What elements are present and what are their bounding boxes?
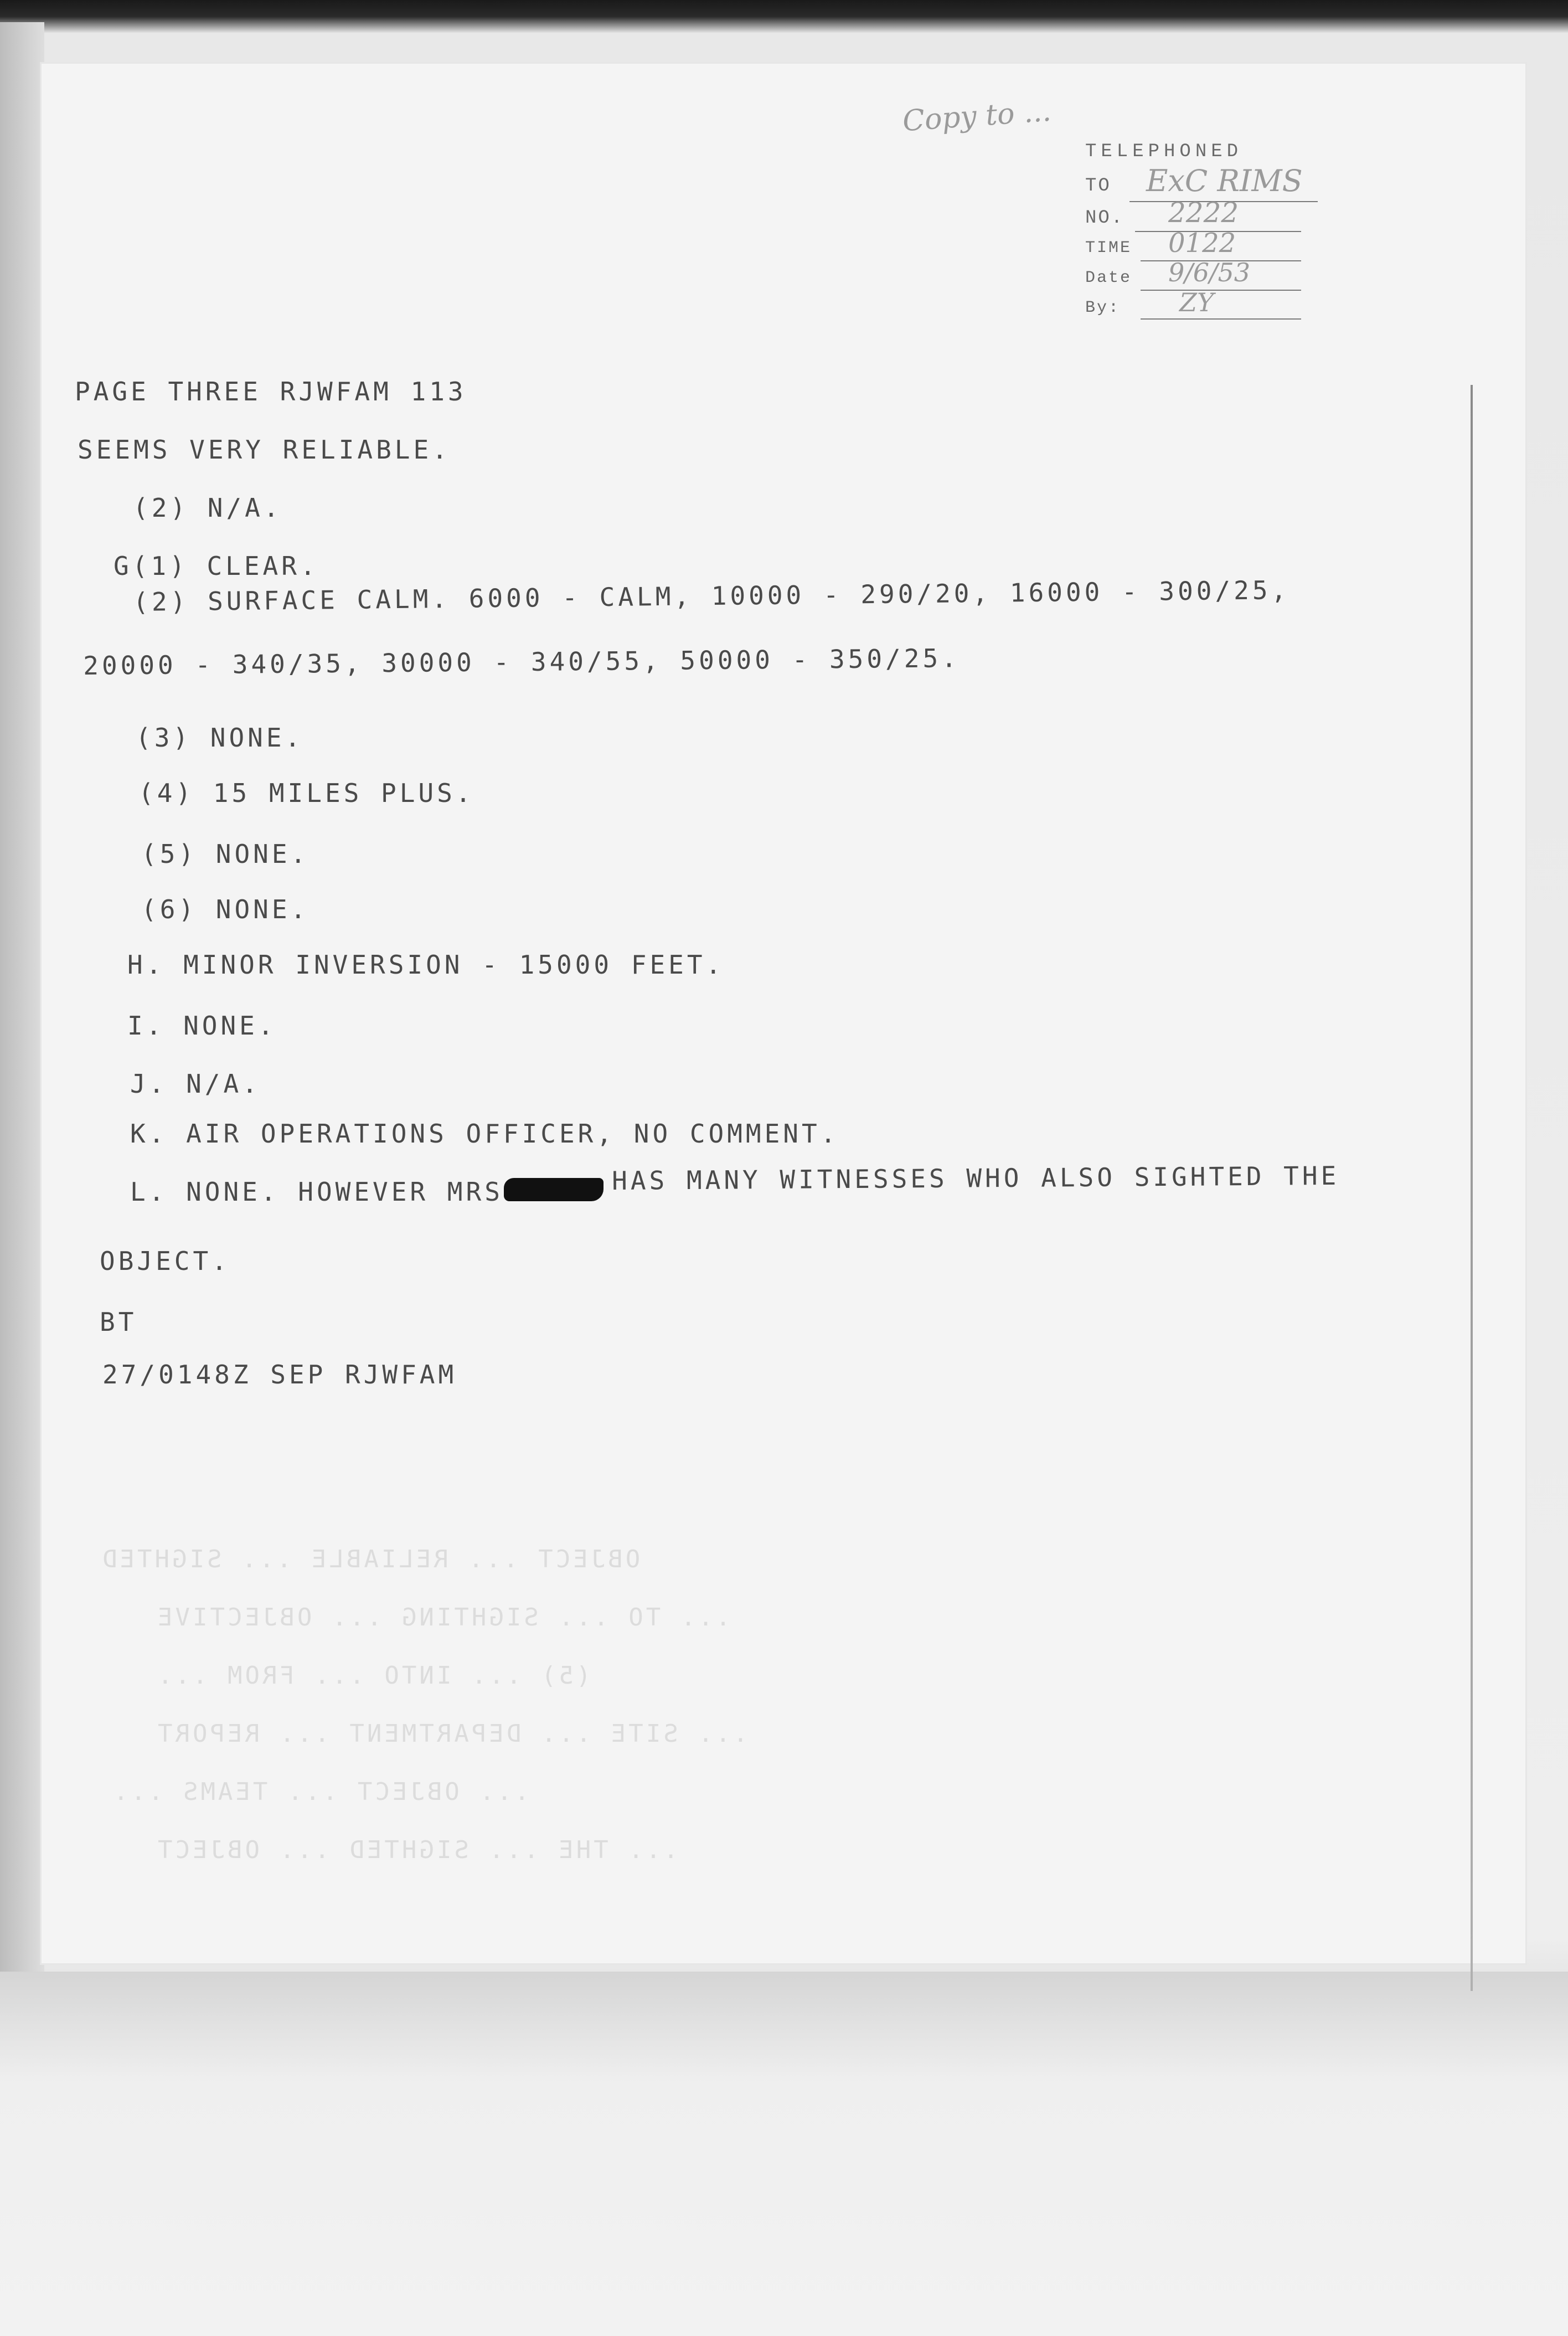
- page-header: PAGE THREE RJWFAM 113: [75, 377, 467, 407]
- text-line: L. NONE. HOWEVER MRS: [130, 1177, 503, 1207]
- text-line: (2) N/A.: [133, 493, 282, 523]
- text-line: H. MINOR INVERSION - 15000 FEET.: [127, 950, 725, 980]
- stamp-time-value: 0122: [1168, 228, 1236, 259]
- stamp-to-label: TO: [1085, 176, 1111, 197]
- handwritten-note: Copy to ...: [901, 94, 1053, 138]
- text-line: K. AIR OPERATIONS OFFICER, NO COMMENT.: [130, 1119, 839, 1149]
- stamp-date-value: 9/6/53: [1168, 258, 1251, 287]
- text-line: (2) SURFACE CALM. 6000 - CALM, 10000 - 290/20, 16000 - 300/25,: [133, 575, 1290, 617]
- bleed-through-line: ... THE ... SIGHTED ... OBJECT: [155, 1836, 678, 1864]
- text-line: 20000 - 340/35, 30000 - 340/55, 50000 - 350/25.: [83, 643, 961, 681]
- stamp-date-label: Date: [1085, 269, 1132, 287]
- bleed-through-line: ... SITE ... DEPARTMENT ... REPORT: [155, 1720, 748, 1748]
- stamp-no-value: 2222: [1168, 197, 1239, 229]
- text-line: OBJECT.: [100, 1246, 230, 1276]
- bleed-through-line: ... TO ... SIGHTING ... OBJECTIVE: [155, 1603, 731, 1632]
- text-line: (6) NONE.: [141, 894, 310, 924]
- bleed-through-line: OBJECT ... RELIABLE ... SIGHTED: [100, 1545, 641, 1573]
- stamp-no-label: NO.: [1085, 208, 1125, 229]
- scan-left-shadow: [0, 22, 44, 1972]
- stamp-title: TELEPHONED: [1085, 141, 1243, 162]
- text-line: SEEMS VERY RELIABLE.: [78, 435, 451, 465]
- text-line: I. NONE.: [127, 1011, 277, 1041]
- stamp-date-underline: [1141, 290, 1301, 291]
- stamp-by-underline: [1141, 318, 1301, 320]
- bleed-through-line: (5) ... INTO ... FROM ...: [155, 1661, 591, 1690]
- text-line: (3) NONE.: [136, 723, 304, 753]
- bleed-through-line: ... OBJECT ... TEAMS ...: [111, 1778, 529, 1806]
- text-line: (4) 15 MILES PLUS.: [138, 778, 474, 808]
- text-line: BT: [100, 1307, 137, 1337]
- stamp-by-value: ZY: [1179, 287, 1214, 317]
- page-fold-edge: [1471, 385, 1473, 1991]
- text-line: 27/0148Z SEP RJWFAM: [102, 1360, 457, 1390]
- stamp-by-label: By:: [1085, 299, 1121, 317]
- scan-bottom-band: [0, 1972, 1568, 2336]
- text-line: (5) NONE.: [141, 839, 310, 869]
- telephoned-stamp: [1085, 141, 1329, 330]
- text-line: G(1) CLEAR.: [114, 551, 319, 581]
- text-line: HAS MANY WITNESSES WHO ALSO SIGHTED THE: [612, 1160, 1340, 1196]
- stamp-to-value: ExC RIMS: [1146, 163, 1303, 198]
- redaction-mark: [504, 1178, 604, 1201]
- stamp-time-label: TIME: [1085, 239, 1132, 258]
- text-line: J. N/A.: [130, 1069, 261, 1099]
